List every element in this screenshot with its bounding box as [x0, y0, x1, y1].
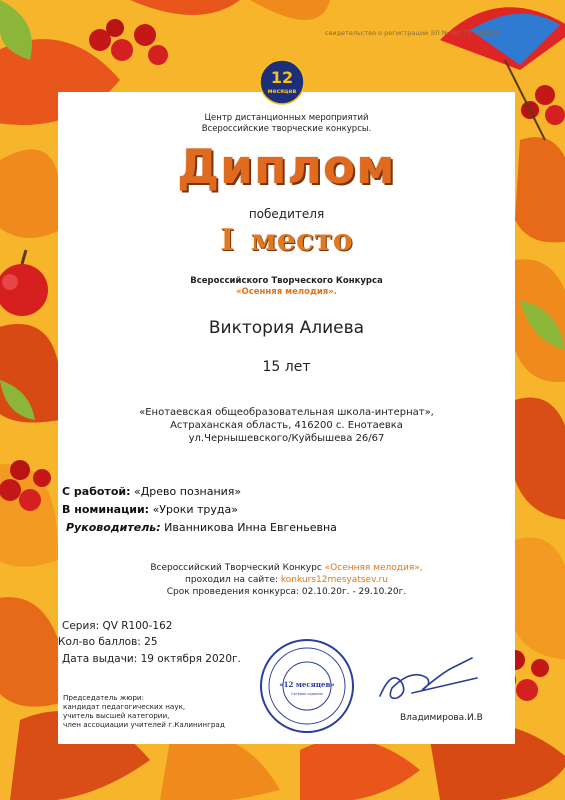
work-row: [62, 485, 241, 498]
nomination-row: [62, 503, 238, 516]
nomination-value: «Уроки труда»: [152, 503, 238, 516]
participant-age: 15 лет: [262, 359, 311, 375]
supervisor-value: Иванникова Инна Евгеньевна: [164, 521, 337, 534]
logo-number: 12: [270, 68, 294, 87]
site-url-link[interactable]: konkurs12mesyatsev.ru: [280, 575, 388, 585]
issue-date: Дата выдачи: 19 октября 2020г.: [62, 653, 241, 665]
school-line2: Астраханская область, 416200 с. Енотаевка: [170, 420, 403, 431]
site-line1-contest: «Осенняя мелодия»,: [324, 563, 423, 573]
work-value: «Древо познания»: [133, 485, 242, 498]
organizer: [58, 113, 515, 135]
jury-line4: член ассоциации учителей г.Калининград: [63, 720, 225, 729]
registration-note: свидетельство о регистрации ЭЛ № ФС 77 - 58251: [325, 29, 499, 37]
nomination-label: В номинации:: [62, 503, 150, 516]
jury-chair: [63, 693, 225, 729]
contest-title: «Осенняя мелодия».: [236, 287, 337, 297]
participant-name: Виктория Алиева: [208, 318, 365, 338]
signer-name: Владимирова.И.В: [400, 713, 483, 723]
jury-line1: Председатель жюри:: [63, 693, 145, 702]
work-label: С работой:: [62, 485, 131, 498]
site-line1: [58, 562, 515, 574]
organizer-line1: Центр дистанционных мероприятий: [204, 113, 369, 123]
site-line2-prefix: проходил на сайте:: [185, 575, 279, 585]
contest-line1: Всероссийского Творческого Конкурса: [190, 276, 383, 286]
series: Серия: QV R100-162: [62, 620, 173, 632]
place-label: I место: [220, 223, 353, 258]
official-stamp: [258, 637, 356, 735]
jury-line2: кандидат педагогических наук,: [63, 702, 186, 711]
site-line2: [58, 574, 515, 586]
organizer-line2: Всероссийские творческие конкурсы.: [201, 124, 372, 134]
winner-label: победителя: [248, 207, 325, 221]
score: Кол-во баллов: 25: [58, 636, 158, 648]
site-line1-prefix: Всероссийский Творческий Конкурс: [150, 563, 322, 573]
contest-name: [58, 276, 515, 298]
handwritten-signature: [372, 648, 482, 708]
school-line1: «Енотаевская общеобразовательная школа-интернат»,: [139, 407, 434, 418]
contest-site-info: [58, 562, 515, 598]
diploma-title: Диплом: [177, 140, 396, 195]
supervisor-row: [66, 521, 337, 534]
stamp-center-text: «12 месяцев»: [279, 680, 335, 689]
supervisor-label: Руководитель:: [66, 521, 161, 534]
school-line3: ул.Чернышевского/Куйбышева 26/67: [188, 433, 385, 444]
school-address: [58, 406, 515, 445]
site-line3: Срок проведения конкурса: 02.10.20г. - 29.10.20г.: [166, 587, 407, 597]
jury-line3: учитель высшей категории,: [63, 711, 170, 720]
12-months-logo: [258, 58, 306, 106]
stamp-sub-text: Сетевое издание: [291, 692, 323, 696]
logo-word: месяцев: [267, 88, 297, 95]
